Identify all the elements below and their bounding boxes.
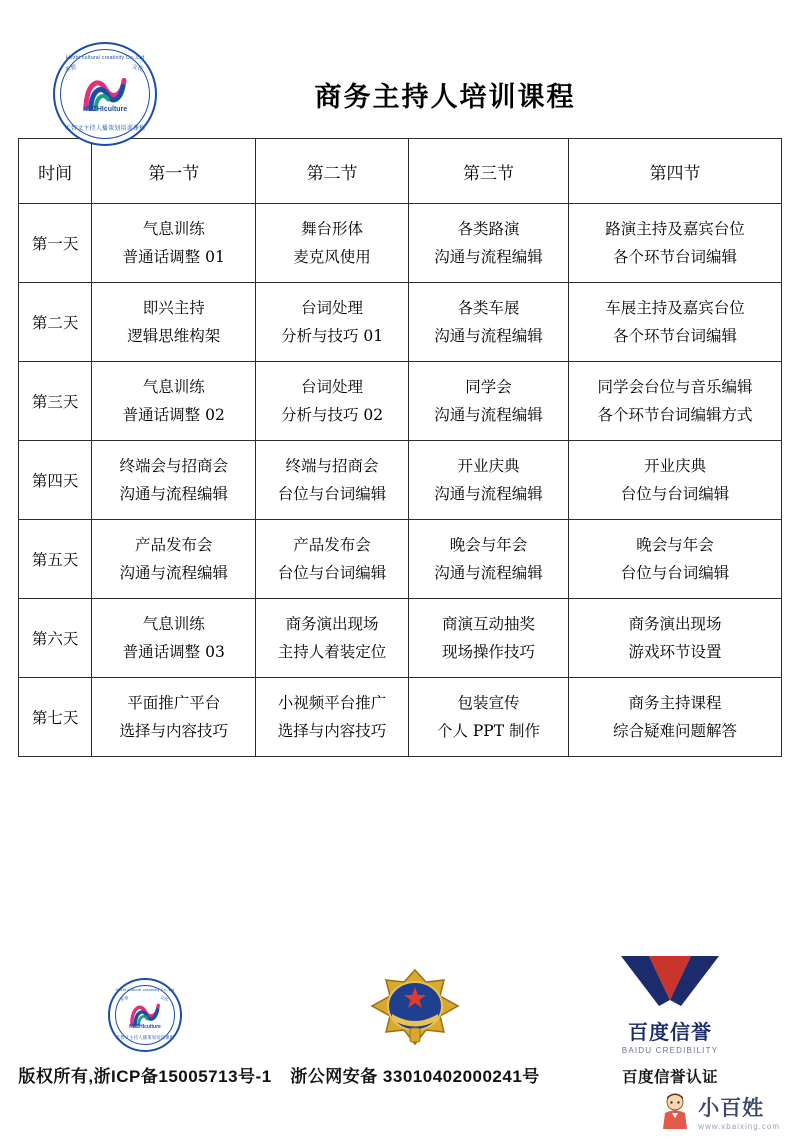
seal-side-right-text: 文化 bbox=[130, 64, 144, 74]
baidu-credibility-caption: 百度信誉认证 bbox=[621, 1069, 718, 1086]
column-header-time: 时间 bbox=[19, 139, 92, 204]
document-header bbox=[0, 0, 800, 132]
seal-center-text: HEZHIculture bbox=[129, 1024, 161, 1030]
footer-police-block[interactable] bbox=[290, 966, 540, 1087]
table-row bbox=[19, 599, 782, 678]
seal-center-text: HEZHIculture bbox=[82, 106, 128, 113]
mascot-icon bbox=[658, 1091, 692, 1131]
table-row bbox=[19, 678, 782, 757]
baidu-v-icon bbox=[615, 950, 725, 1014]
cell-day4-session3: 开业庆典 沟通与流程编辑 bbox=[408, 441, 568, 520]
cell-day2-session4: 车展主持及嘉宾台位 各个环节台词编辑 bbox=[569, 283, 782, 362]
cell-day4-session1: 终端会与招商会 沟通与流程编辑 bbox=[92, 441, 256, 520]
cell-day1-session4: 路演主持及嘉宾台位 各个环节台词编辑 bbox=[569, 204, 782, 283]
cell-day2-session3: 各类车展 沟通与流程编辑 bbox=[408, 283, 568, 362]
table-row bbox=[19, 362, 782, 441]
police-emblem-icon bbox=[366, 966, 464, 1052]
cell-day1-session2: 舞台形体 麦克风使用 bbox=[256, 204, 409, 283]
cell-day7-session2: 小视频平台推广 选择与内容技巧 bbox=[256, 678, 409, 757]
document-footer bbox=[0, 937, 800, 1087]
watermark-url: www.xbaixing.com bbox=[698, 1121, 780, 1131]
cell-day3-session1: 气息训练 普通话调整 02 bbox=[92, 362, 256, 441]
schedule-table bbox=[18, 138, 782, 757]
seal-side-right-text: 文化 bbox=[159, 994, 170, 1002]
column-header-session-2: 第二节 bbox=[256, 139, 409, 204]
table-row bbox=[19, 283, 782, 362]
company-logo bbox=[0, 42, 210, 146]
table-row bbox=[19, 441, 782, 520]
seal-side-left-text: 禾智 bbox=[64, 64, 78, 75]
cell-day6-session1: 气息训练 普通话调整 03 bbox=[92, 599, 256, 678]
police-record-text: 浙公网安备 33010402000241号 bbox=[290, 1067, 540, 1086]
row-day-label: 第六天 bbox=[19, 599, 92, 678]
cell-day2-session1: 即兴主持 逻辑思维构架 bbox=[92, 283, 256, 362]
cell-day5-session3: 晚会与年会 沟通与流程编辑 bbox=[408, 520, 568, 599]
cell-day1-session1: 气息训练 普通话调整 01 bbox=[92, 204, 256, 283]
cell-day5-session4: 晚会与年会 台位与台词编辑 bbox=[569, 520, 782, 599]
schedule-table-container bbox=[18, 138, 782, 757]
cell-day5-session2: 产品发布会 台位与台词编辑 bbox=[256, 520, 409, 599]
seal-ring-bottom-text: 禾智文主持人播策划培训课程 bbox=[115, 1035, 175, 1040]
cell-day7-session4: 商务主持课程 综合疑难问题解答 bbox=[569, 678, 782, 757]
seal-ring-bottom-text: 禾智文主持人播策划培训课程 bbox=[64, 126, 146, 132]
cell-day3-session4: 同学会台位与音乐编辑 各个环节台词编辑方式 bbox=[569, 362, 782, 441]
table-row bbox=[19, 204, 782, 283]
seal-side-left-text: 禾智 bbox=[119, 995, 130, 1003]
footer-baidu-block[interactable] bbox=[540, 950, 800, 1087]
cell-day6-session3: 商演互动抽奖 现场操作技巧 bbox=[408, 599, 568, 678]
cell-day4-session2: 终端与招商会 台位与台词编辑 bbox=[256, 441, 409, 520]
cell-day4-session4: 开业庆典 台位与台词编辑 bbox=[569, 441, 782, 520]
table-row bbox=[19, 520, 782, 599]
row-day-label: 第一天 bbox=[19, 204, 92, 283]
cell-day1-session3: 各类路演 沟通与流程编辑 bbox=[408, 204, 568, 283]
column-header-session-1: 第一节 bbox=[92, 139, 256, 204]
site-watermark bbox=[658, 1091, 780, 1131]
row-day-label: 第七天 bbox=[19, 678, 92, 757]
cell-day5-session1: 产品发布会 沟通与流程编辑 bbox=[92, 520, 256, 599]
cell-day6-session2: 商务演出现场 主持人着装定位 bbox=[256, 599, 409, 678]
row-day-label: 第四天 bbox=[19, 441, 92, 520]
baidu-credibility-name: 百度信誉 bbox=[628, 1022, 712, 1044]
footer-copyright-block bbox=[0, 978, 290, 1087]
company-seal-icon bbox=[53, 42, 157, 146]
cell-day7-session1: 平面推广平台 选择与内容技巧 bbox=[92, 678, 256, 757]
company-seal-icon-small bbox=[108, 978, 182, 1052]
cell-day6-session4: 商务演出现场 游戏环节设置 bbox=[569, 599, 782, 678]
cell-day7-session3: 包装宣传 个人 PPT 制作 bbox=[408, 678, 568, 757]
column-header-session-3: 第三节 bbox=[408, 139, 568, 204]
page-title: 商务主持人培训课程 bbox=[314, 81, 576, 113]
cell-day2-session2: 台词处理 分析与技巧 01 bbox=[256, 283, 409, 362]
seal-ring-top-text: Hezhi cultural creativity Co.,Ltd bbox=[115, 988, 175, 992]
copyright-text: 版权所有,浙ICP备15005713号-1 bbox=[18, 1067, 272, 1086]
seal-ring-top-text: Hezhi cultural creativity Co.,Ltd bbox=[65, 55, 145, 61]
row-day-label: 第五天 bbox=[19, 520, 92, 599]
table-header-row bbox=[19, 139, 782, 204]
cell-day3-session2: 台词处理 分析与技巧 02 bbox=[256, 362, 409, 441]
cell-day3-session3: 同学会 沟通与流程编辑 bbox=[408, 362, 568, 441]
baidu-credibility-sub: BAIDU CREDIBILITY bbox=[621, 1046, 719, 1055]
watermark-text: 小百姓 bbox=[698, 1096, 765, 1120]
column-header-session-4: 第四节 bbox=[569, 139, 782, 204]
row-day-label: 第二天 bbox=[19, 283, 92, 362]
row-day-label: 第三天 bbox=[19, 362, 92, 441]
